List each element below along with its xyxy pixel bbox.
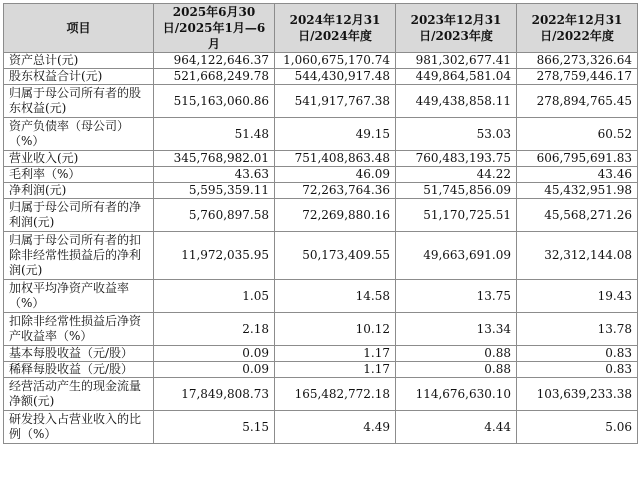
value-cell: 11,972,035.95 [154, 232, 275, 280]
value-cell: 0.09 [154, 346, 275, 362]
value-cell: 1.17 [275, 346, 396, 362]
value-cell: 46.09 [275, 167, 396, 183]
header-period-2023: 2023年12月31日/2023年度 [396, 4, 517, 53]
table-row [4, 151, 638, 167]
value-cell: 53.03 [396, 118, 517, 151]
table-row [4, 69, 638, 85]
value-cell: 345,768,982.01 [154, 151, 275, 167]
row-label: 资产负债率（母公司）（%） [4, 118, 154, 151]
value-cell: 50,173,409.55 [275, 232, 396, 280]
value-cell: 278,759,446.17 [517, 69, 638, 85]
value-cell: 5.15 [154, 411, 275, 444]
value-cell: 0.88 [396, 346, 517, 362]
table-row [4, 183, 638, 199]
value-cell: 44.22 [396, 167, 517, 183]
row-label: 基本每股收益（元/股） [4, 346, 154, 362]
value-cell: 60.52 [517, 118, 638, 151]
table-row [4, 85, 638, 118]
header-period-2024: 2024年12月31日/2024年度 [275, 4, 396, 53]
value-cell: 981,302,677.41 [396, 53, 517, 69]
value-cell: 10.12 [275, 313, 396, 346]
value-cell: 0.83 [517, 362, 638, 378]
row-label: 营业收入(元) [4, 151, 154, 167]
value-cell: 72,269,880.16 [275, 199, 396, 232]
table-row [4, 118, 638, 151]
table-row [4, 411, 638, 444]
value-cell: 51,170,725.51 [396, 199, 517, 232]
row-label: 扣除非经常性损益后净资产收益率（%） [4, 313, 154, 346]
table-row [4, 280, 638, 313]
value-cell: 5,760,897.58 [154, 199, 275, 232]
value-cell: 4.49 [275, 411, 396, 444]
table-body [4, 53, 638, 444]
row-label: 研发投入占营业收入的比例（%） [4, 411, 154, 444]
header-row [4, 4, 638, 53]
value-cell: 541,917,767.38 [275, 85, 396, 118]
header-period-2022: 2022年12月31日/2022年度 [517, 4, 638, 53]
row-label: 毛利率（%） [4, 167, 154, 183]
value-cell: 515,163,060.86 [154, 85, 275, 118]
value-cell: 0.09 [154, 362, 275, 378]
value-cell: 103,639,233.38 [517, 378, 638, 411]
value-cell: 5,595,359.11 [154, 183, 275, 199]
value-cell: 13.34 [396, 313, 517, 346]
value-cell: 13.78 [517, 313, 638, 346]
value-cell: 751,408,863.48 [275, 151, 396, 167]
value-cell: 45,568,271.26 [517, 199, 638, 232]
value-cell: 51,745,856.09 [396, 183, 517, 199]
value-cell: 43.63 [154, 167, 275, 183]
row-label: 经营活动产生的现金流量净额(元) [4, 378, 154, 411]
header-item: 项目 [4, 4, 154, 53]
value-cell: 19.43 [517, 280, 638, 313]
value-cell: 114,676,630.10 [396, 378, 517, 411]
value-cell: 17,849,808.73 [154, 378, 275, 411]
value-cell: 521,668,249.78 [154, 69, 275, 85]
row-label: 股东权益合计(元) [4, 69, 154, 85]
value-cell: 0.88 [396, 362, 517, 378]
value-cell: 964,122,646.37 [154, 53, 275, 69]
table-row [4, 232, 638, 280]
table-row [4, 53, 638, 69]
row-label: 加权平均净资产收益率（%） [4, 280, 154, 313]
value-cell: 5.06 [517, 411, 638, 444]
value-cell: 606,795,691.83 [517, 151, 638, 167]
value-cell: 49.15 [275, 118, 396, 151]
row-label: 归属于母公司所有者的股东权益(元) [4, 85, 154, 118]
table-row [4, 199, 638, 232]
value-cell: 866,273,326.64 [517, 53, 638, 69]
value-cell: 72,263,764.36 [275, 183, 396, 199]
header-period-2025h1: 2025年6月30日/2025年1月—6月 [154, 4, 275, 53]
value-cell: 760,483,193.75 [396, 151, 517, 167]
value-cell: 449,864,581.04 [396, 69, 517, 85]
table-row [4, 346, 638, 362]
value-cell: 43.46 [517, 167, 638, 183]
row-label: 资产总计(元) [4, 53, 154, 69]
value-cell: 45,432,951.98 [517, 183, 638, 199]
value-cell: 449,438,858.11 [396, 85, 517, 118]
table-row [4, 313, 638, 346]
value-cell: 1,060,675,170.74 [275, 53, 396, 69]
row-label: 稀释每股收益（元/股） [4, 362, 154, 378]
value-cell: 0.83 [517, 346, 638, 362]
value-cell: 14.58 [275, 280, 396, 313]
value-cell: 1.05 [154, 280, 275, 313]
table-row [4, 362, 638, 378]
financial-table-container [3, 3, 638, 444]
financial-data-table [3, 3, 638, 444]
value-cell: 32,312,144.08 [517, 232, 638, 280]
value-cell: 1.17 [275, 362, 396, 378]
value-cell: 49,663,691.09 [396, 232, 517, 280]
value-cell: 2.18 [154, 313, 275, 346]
value-cell: 544,430,917.48 [275, 69, 396, 85]
row-label: 归属于母公司所有者的扣除非经常性损益后的净利润(元) [4, 232, 154, 280]
row-label: 净利润(元) [4, 183, 154, 199]
value-cell: 4.44 [396, 411, 517, 444]
value-cell: 278,894,765.45 [517, 85, 638, 118]
row-label: 归属于母公司所有者的净利润(元) [4, 199, 154, 232]
value-cell: 51.48 [154, 118, 275, 151]
value-cell: 165,482,772.18 [275, 378, 396, 411]
table-row [4, 167, 638, 183]
table-row [4, 378, 638, 411]
value-cell: 13.75 [396, 280, 517, 313]
